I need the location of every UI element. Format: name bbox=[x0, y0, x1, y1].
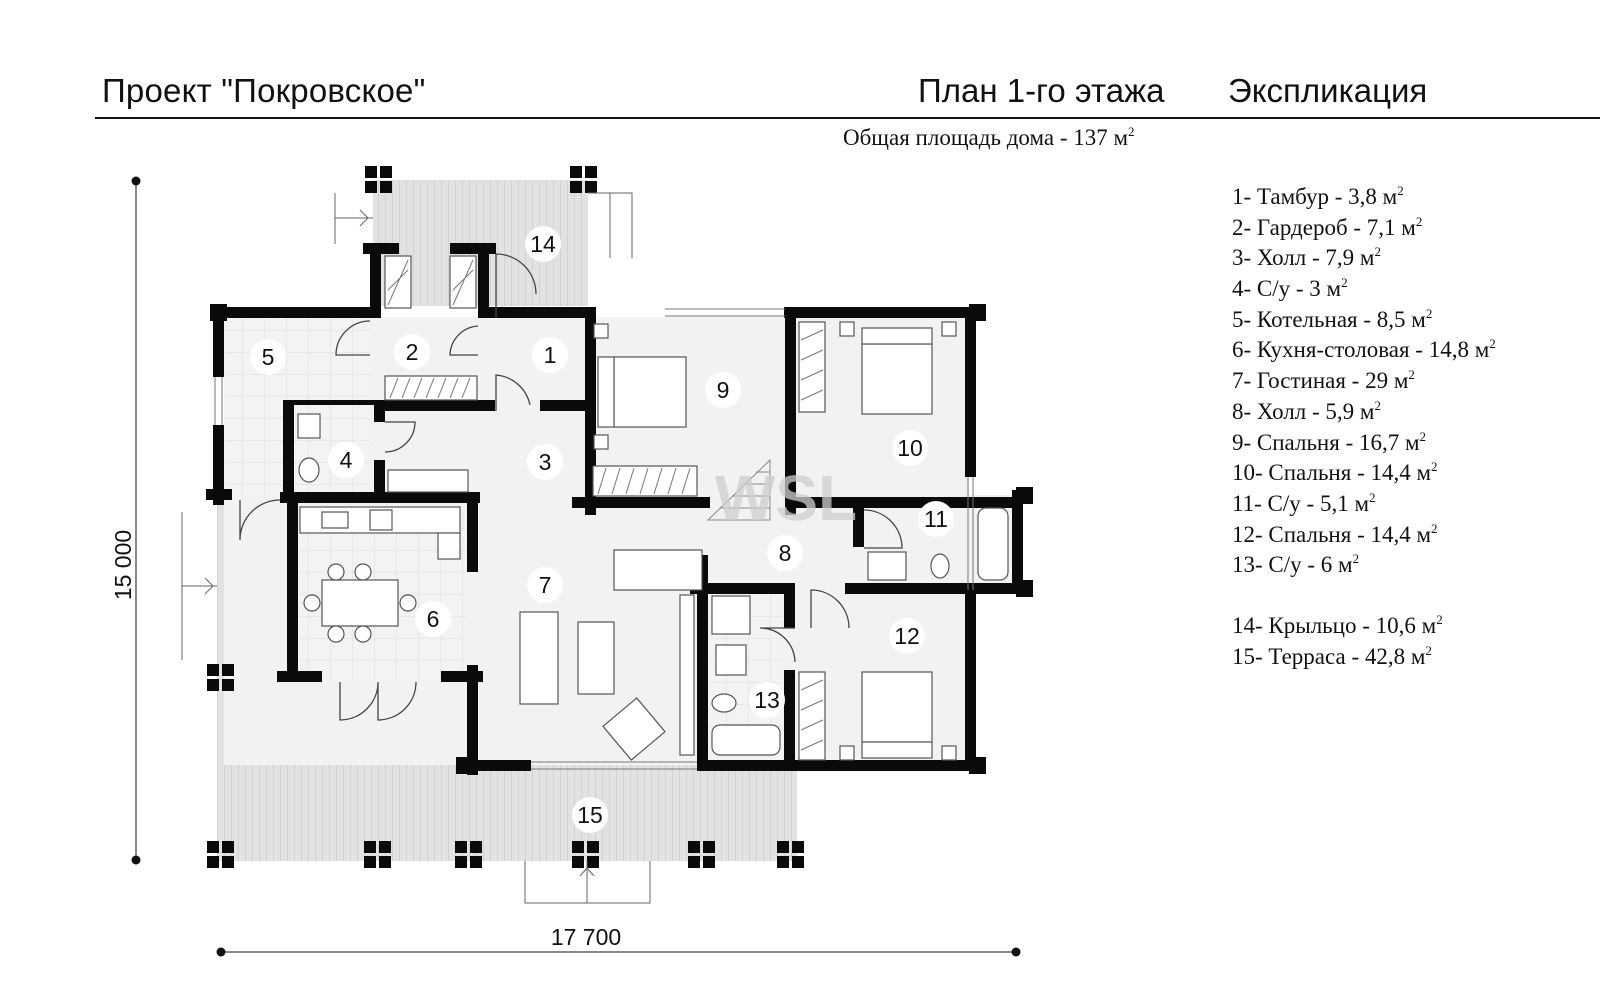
room-number-10: 10 bbox=[897, 435, 923, 461]
room-number-2: 2 bbox=[405, 339, 419, 365]
bath11-toilet bbox=[931, 554, 949, 578]
dining-table bbox=[322, 580, 398, 626]
tv-unit bbox=[614, 550, 702, 590]
explication-item: 4- С/у - 3 $м^2$ bbox=[1232, 275, 1348, 302]
bed-9 bbox=[614, 357, 686, 427]
room-number-9: 9 bbox=[716, 377, 730, 403]
explication-item: 11- С/у - 5,1 $м^2$ bbox=[1232, 489, 1376, 516]
bath11-sink bbox=[868, 552, 906, 580]
height-dimension: 15 000 bbox=[110, 529, 136, 601]
room-number-13: 13 bbox=[754, 687, 780, 713]
explication-item: 14- Крыльцо - 10,6 $м^2$ bbox=[1232, 611, 1443, 638]
explication-item: 12- Спальня - 14,4 $м^2$ bbox=[1232, 520, 1438, 547]
room-number-15: 15 bbox=[577, 802, 603, 828]
explication-item: 3- Холл - 7,9 $м^2$ bbox=[1232, 244, 1381, 271]
explication-item: 7- Гостиная - 29 $м^2$ bbox=[1232, 367, 1415, 394]
room-number-5: 5 bbox=[261, 344, 275, 370]
bath13-tub bbox=[712, 725, 780, 755]
watermark-logo: WSL bbox=[714, 462, 858, 534]
explication-item: 8- Холл - 5,9 $м^2$ bbox=[1232, 397, 1381, 424]
explication-item: 1- Тамбур - 3,8 $м^2$ bbox=[1232, 183, 1404, 209]
width-dimension: 17 700 bbox=[550, 924, 622, 950]
bath13-sink bbox=[716, 645, 746, 675]
project-title: Проект "Покровское" bbox=[102, 72, 426, 109]
bath4-sink bbox=[298, 414, 320, 438]
room-number-6: 6 bbox=[426, 606, 440, 632]
room-number-8: 8 bbox=[778, 540, 792, 566]
bath13-shower bbox=[712, 596, 750, 634]
bed-10 bbox=[862, 344, 932, 414]
room-number-1: 1 bbox=[543, 342, 557, 368]
explication-item: 5- Котельная - 8,5 $м^2$ bbox=[1232, 305, 1433, 332]
room-number-12: 12 bbox=[894, 623, 920, 649]
explication-item: 2- Гардероб - 7,1 $м^2$ bbox=[1232, 213, 1423, 240]
explication-item: 6- Кухня-столовая - 14,8 $м^2$ bbox=[1232, 336, 1496, 363]
explication-item: 10- Спальня - 14,4 $м^2$ bbox=[1232, 459, 1438, 486]
room-number-14: 14 bbox=[530, 231, 556, 257]
explication-item: 9- Спальня - 16,7 $м^2$ bbox=[1232, 428, 1427, 455]
plan-title: План 1-го этажа bbox=[918, 72, 1165, 109]
room-number-7: 7 bbox=[538, 572, 552, 598]
bath13-toilet bbox=[712, 694, 736, 712]
room-number-4: 4 bbox=[339, 447, 353, 473]
bath4-toilet bbox=[299, 458, 319, 482]
explication-title: Экспликация bbox=[1228, 72, 1428, 109]
explication-item: 13- С/у - 6 $м^2$ bbox=[1232, 551, 1360, 578]
coffee-table bbox=[578, 622, 614, 694]
total-area-label: Общая площадь дома - 137 $м^2$ bbox=[843, 124, 1135, 150]
explication-item: 15- Терраса - 42,8 $м^2$ bbox=[1232, 642, 1432, 669]
room-number-3: 3 bbox=[538, 449, 552, 475]
sofa bbox=[520, 612, 558, 704]
bed-12 bbox=[862, 672, 932, 742]
bath11-tub bbox=[978, 508, 1008, 580]
room-number-11: 11 bbox=[924, 506, 948, 532]
